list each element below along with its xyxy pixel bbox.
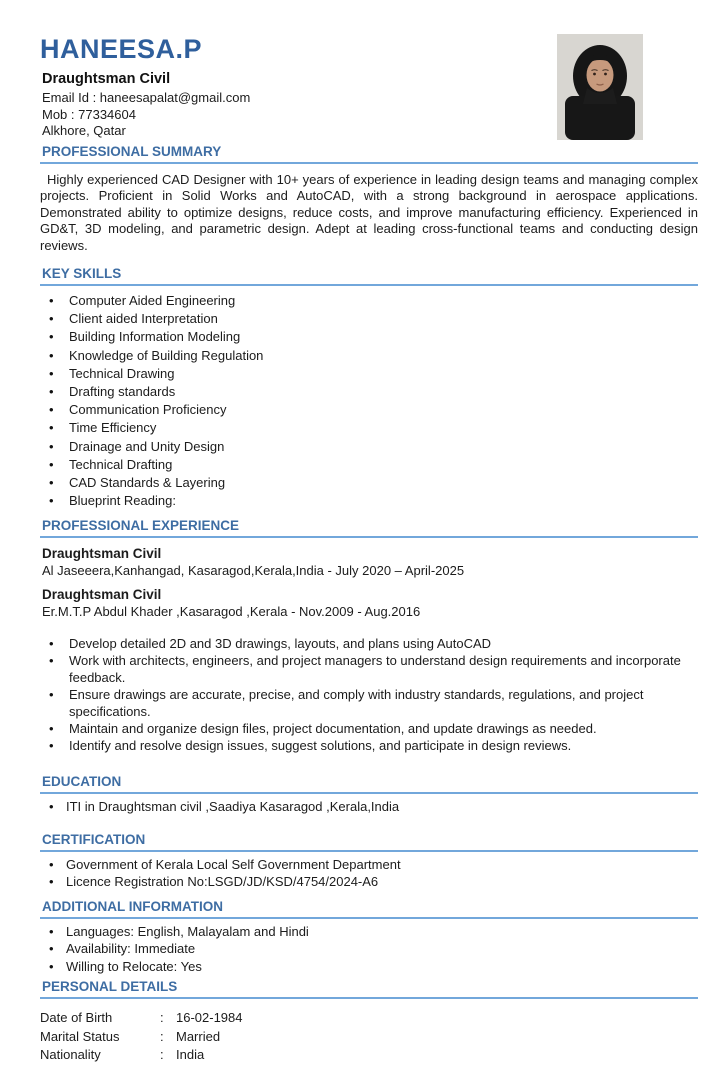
skill-item: • Drainage and Unity Design (40, 439, 698, 454)
job-details: Er.M.T.P Abdul Khader ,Kasaragod ,Kerala - Nov.2009 - Aug.2016 (42, 604, 421, 620)
education-list (40, 798, 698, 816)
summary-paragraph: Highly experienced CAD Designer with 10+ years of experience in leading design teams and managing complex projects. Proficient in Solid Works and AutoCAD, with a strong background in aerospace applications. Demonstrated ability to optimize designs, reduce costs, and improve manufacturing efficiency. Experienced in GD&T, 3D modeling, and parametric design. Adept at leading cross-functional teams and conducting design reviews. (40, 171, 698, 253)
personal-details-table (40, 1009, 698, 1065)
resume-header (40, 34, 698, 140)
experience-bullets (40, 635, 698, 754)
job-title: Draughtsman Civil (42, 587, 162, 603)
section-heading-summary: PROFESSIONAL SUMMARY (40, 144, 698, 164)
experience-bullet: • Work with architects, engineers, and project managers to understand design requirements and incorporate feedback. (40, 652, 698, 686)
personal-detail-row (40, 1028, 698, 1047)
personal-detail-separator: : (160, 1028, 164, 1044)
section-heading-education: EDUCATION (40, 774, 698, 794)
skill-item: • Client aided Interpretation (40, 311, 698, 326)
section-heading-additional: ADDITIONAL INFORMATION (40, 899, 698, 919)
experience-bullet: • Ensure drawings are accurate, precise, and comply with industry standards, regulations, and project specifications. (40, 686, 698, 720)
skill-item: • Technical Drawing (40, 366, 698, 381)
skill-item: • Time Efficiency (40, 420, 698, 435)
candidate-job-title: Draughtsman Civil (42, 71, 171, 87)
personal-detail-label: Date of Birth (40, 1010, 113, 1026)
experience-bullet: • Identify and resolve design issues, suggest solutions, and participate in design reviews. (40, 737, 698, 754)
personal-detail-value: Married (176, 1028, 221, 1044)
certification-list (40, 856, 698, 891)
candidate-name: HANEESA.P (40, 34, 203, 64)
section-heading-certification: CERTIFICATION (40, 832, 698, 852)
personal-detail-row (40, 1009, 698, 1028)
personal-detail-value: India (176, 1047, 205, 1063)
personal-detail-label: Nationality (40, 1047, 101, 1063)
skill-item: • CAD Standards & Layering (40, 475, 698, 490)
skill-item: • Technical Drafting (40, 457, 698, 472)
personal-detail-value: 16-02-1984 (176, 1010, 243, 1026)
skill-item: • Drafting standards (40, 384, 698, 399)
section-heading-experience: PROFESSIONAL EXPERIENCE (40, 518, 698, 538)
additional-info-item: • Availability: Immediate (40, 940, 698, 958)
skill-item: • Computer Aided Engineering (40, 293, 698, 308)
skill-item: • Communication Proficiency (40, 402, 698, 417)
experience-bullet: • Maintain and organize design files, project documentation, and update drawings as needed. (40, 720, 698, 737)
additional-info-item: • Languages: English, Malayalam and Hindi (40, 923, 698, 941)
certification-item: • Government of Kerala Local Self Government Department (40, 856, 698, 874)
section-heading-personal: PERSONAL DETAILS (40, 979, 698, 999)
skills-list (40, 293, 698, 508)
job-entry (40, 546, 698, 579)
section-heading-skills: KEY SKILLS (40, 266, 698, 286)
profile-photo (557, 34, 643, 140)
job-title: Draughtsman Civil (42, 546, 162, 562)
additional-info-list (40, 923, 698, 976)
personal-detail-separator: : (160, 1047, 164, 1063)
additional-info-item: • Willing to Relocate: Yes (40, 958, 698, 976)
skill-item: • Building Information Modeling (40, 329, 698, 344)
personal-detail-row (40, 1046, 698, 1065)
personal-detail-label: Marital Status (40, 1028, 120, 1044)
job-entry (40, 587, 698, 620)
jobs-list (40, 546, 698, 620)
skill-item: • Blueprint Reading: (40, 493, 698, 508)
experience-bullet: • Develop detailed 2D and 3D drawings, layouts, and plans using AutoCAD (40, 635, 698, 652)
certification-item: • Licence Registration No:LSGD/JD/KSD/4754/2024-A6 (40, 873, 698, 891)
skill-item: • Knowledge of Building Regulation (40, 348, 698, 363)
contact-location: Alkhore, Qatar (42, 123, 126, 138)
contact-mobile: Mob : 77334604 (42, 106, 136, 122)
portrait-illustration (557, 34, 643, 140)
personal-detail-separator: : (160, 1010, 164, 1026)
job-details: Al Jaseeera,Kanhangad, Kasaragod,Kerala,India - July 2020 – April-2025 (42, 563, 465, 579)
education-item: • ITI in Draughtsman civil ,Saadiya Kasaragod ,Kerala,India (40, 798, 698, 816)
contact-email: Email Id : haneesapalat@gmail.com (42, 90, 251, 105)
